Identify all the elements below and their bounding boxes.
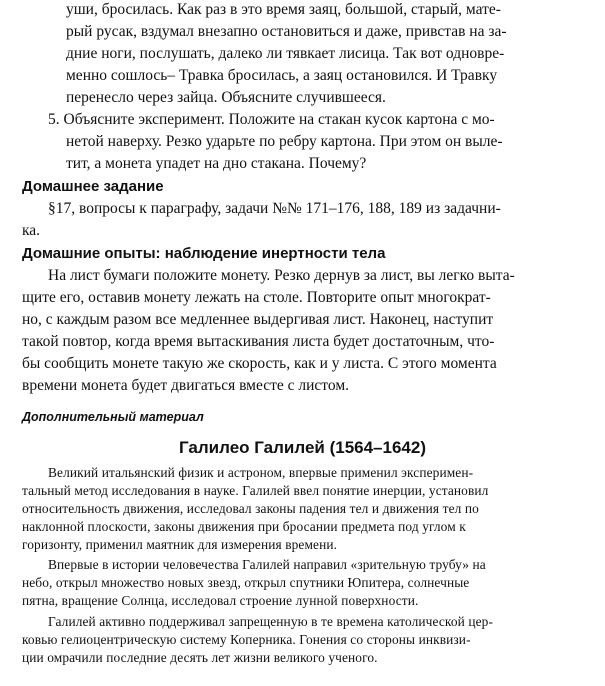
bio-line: тальный метод исследования в науке. Галилей ввел понятие инерции, установил: [22, 483, 489, 498]
text-line: уши, бросилась. Как раз в это время заяц, большой, старый, мате-: [66, 1, 501, 18]
homework-line: ка.: [22, 222, 41, 239]
bio-line: небо, открыл множество новых звезд, открыл спутники Юпитера, солнечные: [22, 575, 470, 590]
galileo-title: Галилео Галилей (1564–1642): [179, 438, 426, 457]
bio-line: ковью гелиоцентрическую систему Коперника. Гонения со стороны инквизи-: [22, 632, 471, 647]
experiment-line: бы сообщить монете такую же скорость, как и у листа. С этого момента: [22, 355, 497, 372]
bio-line: Великий итальянский физик и астроном, впервые применил эксперимен-: [48, 465, 474, 480]
text-line: дние ноги, послушать, далеко ли тявкает лисица. Так вот одновре-: [66, 45, 505, 62]
text-line: перенесло через зайца. Объясните случившееся.: [66, 89, 386, 106]
bio-line: относительность движения, исследовал законы падения тел и движения тел по: [22, 501, 479, 516]
additional-material-label: Дополнительный материал: [22, 410, 204, 424]
text-line: рый русак, вздумал внезапно остановиться и даже, привстав на за-: [66, 23, 507, 40]
experiment-line: времени монета будет двигаться вместе с листом.: [22, 377, 350, 394]
bio-line: Галилей активно поддерживал запрещенную в те времена католической цер-: [48, 614, 494, 629]
bio-line: горизонту, применил маятник для измерения времени.: [22, 537, 338, 552]
bio-line: Впервые в истории человечества Галилей направил «зрительную трубу» на: [48, 557, 486, 572]
bio-line: пятна, вращение Солнца, исследовал строение лунной поверхности.: [22, 593, 419, 608]
experiment-line: такой повтор, когда время вытаскивания листа будет достаточным, что-: [22, 333, 495, 350]
text-line: тит, а монета упадет на дно стакана. Почему?: [66, 155, 367, 172]
homework-line: §17, вопросы к параграфу, задачи №№ 171–176, 188, 189 из задачни-: [48, 200, 501, 217]
experiment-line: но, с каждым разом все медленнее выдергивая лист. Наконец, наступит: [22, 311, 494, 328]
experiment-line: На лист бумаги положите монету. Резко дернув за лист, вы легко выта-: [48, 267, 515, 284]
text-line: нетой наверху. Резко ударьте по ребру картона. При этом он выле-: [66, 133, 503, 150]
bio-line: наклонной плоскости, законы движения при бросании предмета под углом к: [22, 519, 466, 534]
text-line: менно сошлось– Травка бросилась, а заяц остановился. И Травку: [66, 67, 498, 84]
experiment-line: щите его, оставив монету лежать на столе. Повторите опыт многократ-: [22, 289, 491, 306]
bio-line: ции омрачили последние десять лет жизни великого ученого.: [22, 650, 378, 665]
text-line: 5. Объясните эксперимент. Положите на стакан кусок картона с мо-: [48, 111, 495, 128]
home-experiments-heading: Домашние опыты: наблюдение инертности тела: [22, 245, 386, 262]
homework-heading: Домашнее задание: [22, 178, 164, 195]
